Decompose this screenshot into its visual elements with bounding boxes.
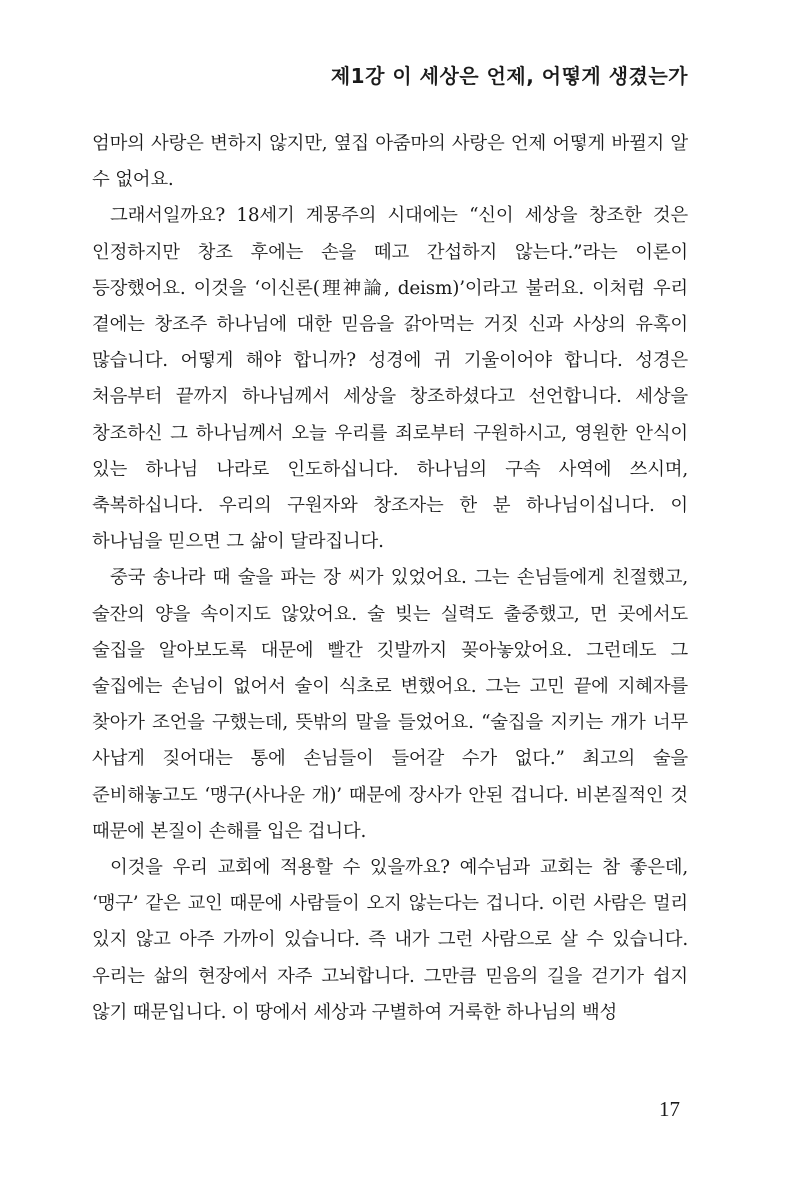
paragraph-1: 엄마의 사랑은 변하지 않지만, 옆집 아줌마의 사랑은 언제 어떻게 바뀔지 알 수 없어요. <box>92 133 688 191</box>
paragraph-4: 이것을 우리 교회에 적용할 수 있을까요? 예수님과 교회는 참 좋은데, ‘맹구’ 같은 교인 때문에 사람들이 오지 않는다는 겁니다. 이런 사람은 멀리 있지 않고 아주 가까이 있습니다. 즉 내가 그런 사람으로 살 수 있습니다. 우리는 삶의 현장에서 자주 고뇌합니다. 그만큼 믿음의 길을 걷기가 쉽지 않기 때문입니다. 이 땅에서 세상과 구별하여 거룩한 하나님의 백성 <box>92 857 688 1023</box>
page-number: 17 <box>659 1097 680 1121</box>
paragraph-3: 중국 송나라 때 술을 파는 장 씨가 있었어요. 그는 손님들에게 친절했고, 술잔의 양을 속이지도 않았어요. 술 빚는 실력도 출중했고, 먼 곳에서도 술집을 알아보도록 대문에 빨간 깃발까지 꽂아놓았어요. 그런데도 그 술집에는 손님이 없어서 술이 식초로 변했어요. 그는 고민 끝에 지혜자를 찾아가 조언을 구했는데, 뜻밖의 말을 들었어요. “술집을 지키는 개가 너무 사납게 짖어대는 통에 손님들이 들어갈 수가 없다.” 최고의 술을 준비해놓고도 ‘맹구(사나운 개)’ 때문에 장사가 안된 겁니다. 비본질적인 것 때문에 본질이 손해를 입은 겁니다. <box>92 567 688 842</box>
paragraph-2: 그래서일까요? 18세기 계몽주의 시대에는 “신이 세상을 창조한 것은 인정하지만 창조 후에는 손을 떼고 간섭하지 않는다.”라는 이론이 등장했어요. 이것을 ‘이신론(理神論, deism)’이라고 불러요. 이처럼 우리 곁에는 창조주 하나님에 대한 믿음을 갉아먹는 거짓 신과 사상의 유혹이 많습니다. 어떻게 해야 합니까? 성경에 귀 기울이어야 합니다. 성경은 처음부터 끝까지 하나님께서 세상을 창조하셨다고 선언합니다. 세상을 창조하신 그 하나님께서 오늘 우리를 죄로부터 구원하시고, 영원한 안식이 있는 하나님 나라로 인도하십니다. 하나님의 구속 사역에 쓰시며, 축복하십니다. 우리의 구원자와 창조자는 한 분 하나님이십니다. 이 하나님을 믿으면 그 삶이 달라집니다. <box>92 205 688 553</box>
body-text <box>92 126 688 1031</box>
running-header: 제1강 이 세상은 언제, 어떻게 생겼는가 <box>330 64 688 88</box>
